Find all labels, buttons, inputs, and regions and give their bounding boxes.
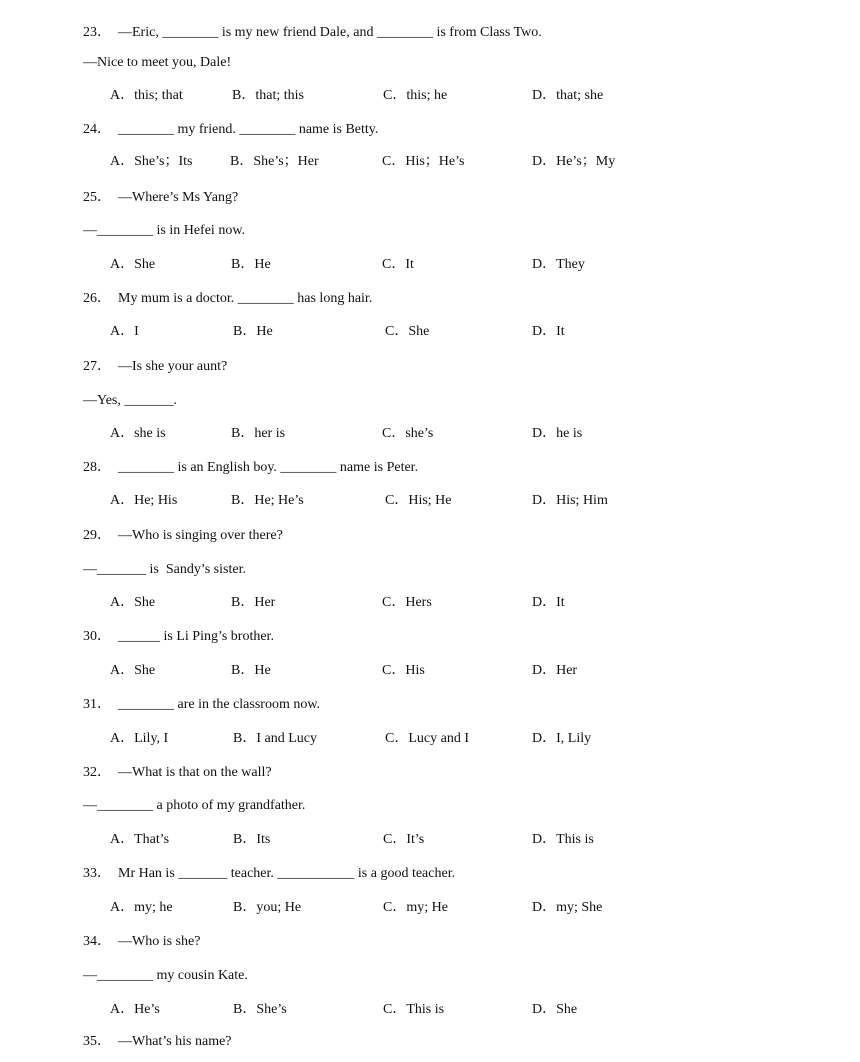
answer-option[interactable]: D．I, Lily: [532, 731, 592, 746]
answer-option[interactable]: B．She’s；Her: [230, 154, 319, 169]
answer-option[interactable]: C．Lucy and I: [385, 731, 469, 746]
answer-option[interactable]: C．this; he: [383, 88, 448, 103]
question-stem: 34． —Who is she?: [83, 934, 201, 949]
answer-option[interactable]: D．He’s；My: [532, 154, 616, 169]
answer-option[interactable]: A．my; he: [110, 900, 173, 915]
answer-option[interactable]: A．this; that: [110, 88, 183, 103]
answer-option[interactable]: D．my; She: [532, 900, 603, 915]
answer-option[interactable]: A．She: [110, 257, 156, 272]
answer-option[interactable]: B．her is: [231, 426, 286, 441]
question-stem: 25． —Where’s Ms Yang?: [83, 190, 239, 205]
answer-option[interactable]: C．This is: [383, 1002, 445, 1017]
answer-option[interactable]: D．She: [532, 1002, 578, 1017]
question-stem: 28． ________ is an English boy. ________ name is Peter.: [83, 460, 419, 475]
question-dialogue-line: —________ a photo of my grandfather.: [83, 798, 306, 813]
answer-option[interactable]: A．She: [110, 595, 156, 610]
question-dialogue-line: —Nice to meet you, Dale!: [83, 55, 232, 70]
answer-option[interactable]: B．He: [233, 324, 273, 339]
answer-option[interactable]: D．This is: [532, 832, 594, 847]
answer-option[interactable]: A．He; His: [110, 493, 178, 508]
answer-option[interactable]: B．that; this: [232, 88, 304, 103]
answer-option[interactable]: B．I and Lucy: [233, 731, 317, 746]
question-stem: 26． My mum is a doctor. ________ has long hair.: [83, 291, 373, 306]
answer-option[interactable]: B．He; He’s: [231, 493, 304, 508]
answer-option[interactable]: C．His；He’s: [382, 154, 465, 169]
answer-option[interactable]: A．She’s；Its: [110, 154, 193, 169]
answer-option[interactable]: C．His: [382, 663, 425, 678]
answer-option[interactable]: C．she’s: [382, 426, 434, 441]
answer-option[interactable]: C．She: [385, 324, 430, 339]
answer-option[interactable]: C．Hers: [382, 595, 432, 610]
question-dialogue-line: —_______ is Sandy’s sister.: [83, 562, 246, 577]
answer-option[interactable]: D．They: [532, 257, 585, 272]
answer-option[interactable]: A．That’s: [110, 832, 170, 847]
question-stem: 30． ______ is Li Ping’s brother.: [83, 629, 274, 644]
answer-option[interactable]: B．He: [231, 257, 271, 272]
answer-option[interactable]: B．Her: [231, 595, 276, 610]
answer-option[interactable]: D．Her: [532, 663, 578, 678]
answer-option[interactable]: C．It: [382, 257, 414, 272]
answer-option[interactable]: D．His; Him: [532, 493, 608, 508]
answer-option[interactable]: B．She’s: [233, 1002, 287, 1017]
question-stem: 24． ________ my friend. ________ name is Betty.: [83, 122, 379, 137]
question-stem: 33． Mr Han is _______ teacher. ___________ is a good teacher.: [83, 866, 456, 881]
answer-option[interactable]: A．she is: [110, 426, 166, 441]
question-dialogue-line: —________ is in Hefei now.: [83, 223, 246, 238]
question-stem: 35． —What’s his name?: [83, 1034, 232, 1049]
answer-option[interactable]: A．She: [110, 663, 156, 678]
question-dialogue-line: —Yes, _______.: [83, 393, 177, 408]
answer-option[interactable]: B．Its: [233, 832, 271, 847]
answer-option[interactable]: D．It: [532, 595, 565, 610]
answer-option[interactable]: B．you; He: [233, 900, 302, 915]
answer-option[interactable]: D．that; she: [532, 88, 604, 103]
answer-option[interactable]: D．It: [532, 324, 565, 339]
answer-option[interactable]: A．Lily, I: [110, 731, 169, 746]
answer-option[interactable]: A．He’s: [110, 1002, 160, 1017]
question-stem: 23． —Eric, ________ is my new friend Dale, and ________ is from Class Two.: [83, 25, 542, 40]
question-stem: 32． —What is that on the wall?: [83, 765, 272, 780]
answer-option[interactable]: B．He: [231, 663, 271, 678]
question-stem: 31． ________ are in the classroom now.: [83, 697, 321, 712]
answer-option[interactable]: C．It’s: [383, 832, 425, 847]
question-stem: 29． —Who is singing over there?: [83, 528, 283, 543]
question-dialogue-line: —________ my cousin Kate.: [83, 968, 248, 983]
answer-option[interactable]: D．he is: [532, 426, 583, 441]
question-stem: 27． —Is she your aunt?: [83, 359, 228, 374]
answer-option[interactable]: C．my; He: [383, 900, 448, 915]
answer-option[interactable]: A．I: [110, 324, 139, 339]
answer-option[interactable]: C．His; He: [385, 493, 452, 508]
